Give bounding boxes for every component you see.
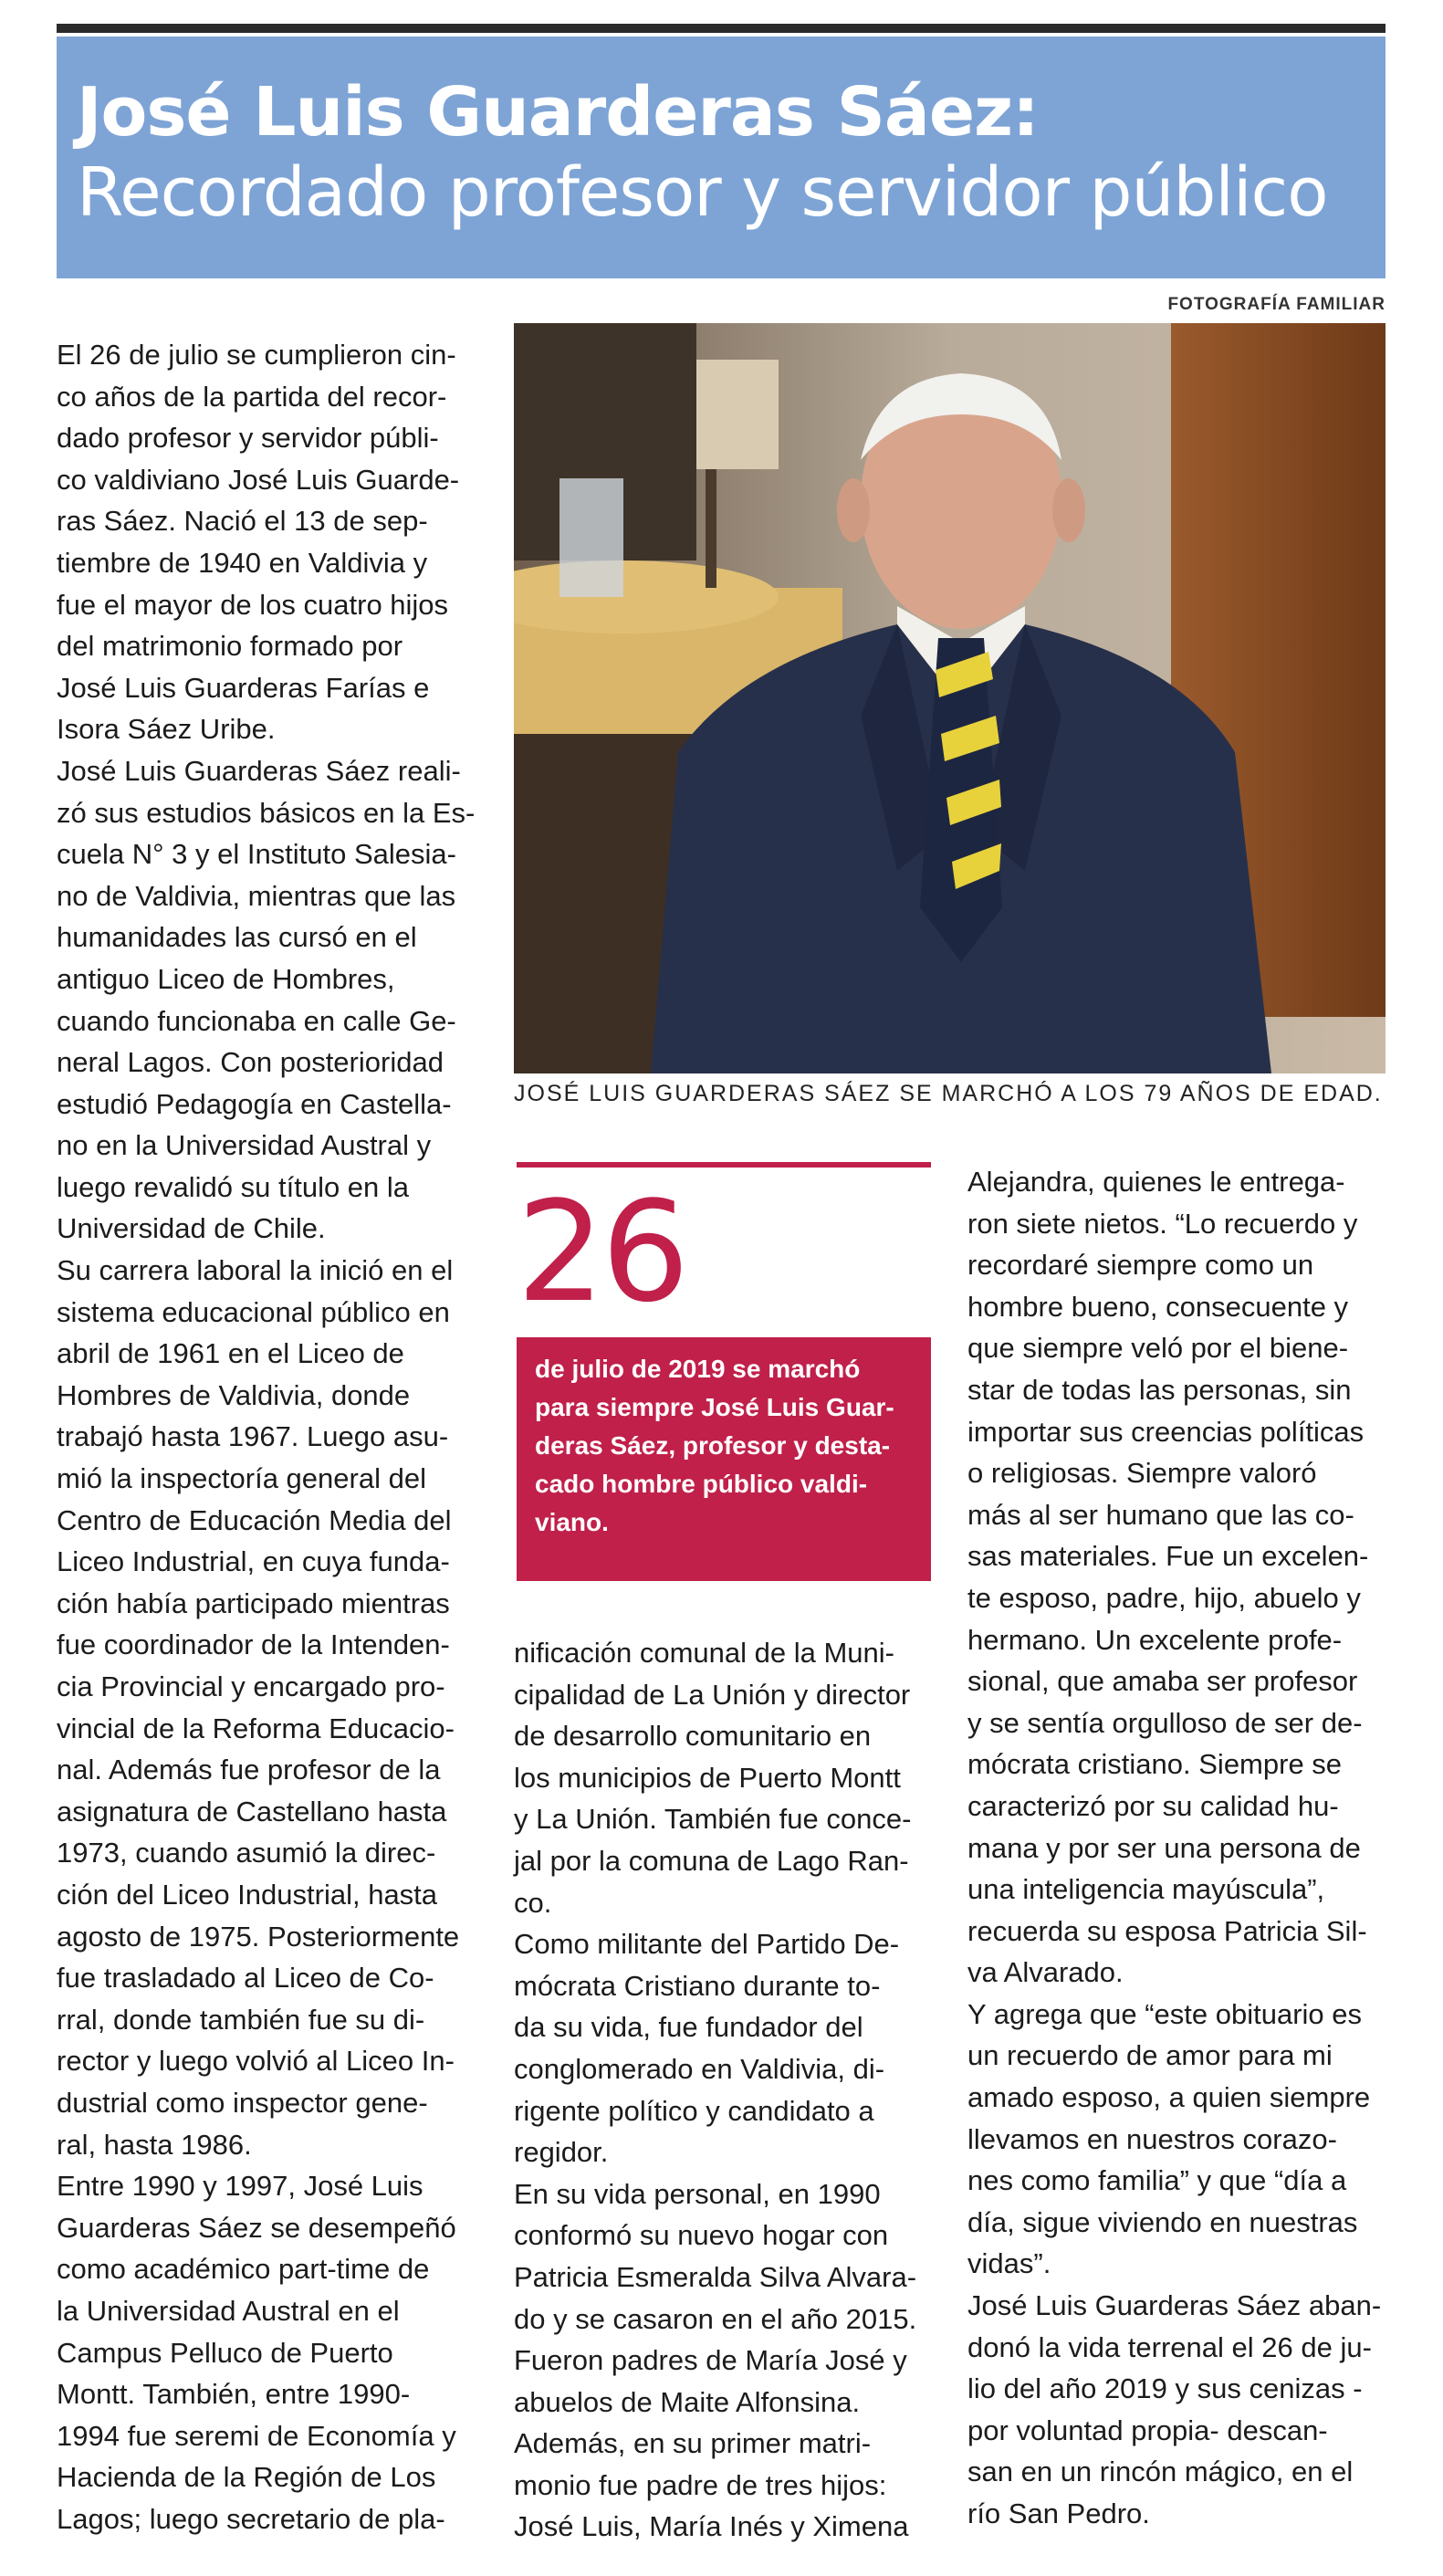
article-line: Y agrega que “este obituario es bbox=[967, 1997, 1363, 2030]
article-line: lio del año 2019 y sus cenizas - bbox=[967, 2372, 1363, 2405]
article-line: y La Unión. También fue conce- bbox=[514, 1803, 912, 1836]
article-line: star de todas las personas, sin bbox=[967, 1373, 1352, 1406]
article-line: recordaré siempre como un bbox=[967, 1249, 1314, 1282]
article-line: rral, donde también fue su di- bbox=[57, 2003, 425, 2036]
article-line: los municipios de Puerto Montt bbox=[514, 1761, 901, 1794]
article-line: san en un rincón mágico, en el bbox=[967, 2456, 1354, 2488]
article-line: regidor. bbox=[514, 2136, 609, 2169]
headline-subtitle: Recordado profesor y servidor público bbox=[77, 153, 1328, 232]
article-line: Alejandra, quienes le entrega- bbox=[967, 1166, 1345, 1198]
article-line: va Alvarado. bbox=[967, 1956, 1124, 1989]
article-line: co. bbox=[514, 1886, 552, 1919]
article-line: o religiosas. Siempre valoró bbox=[967, 1457, 1317, 1490]
portrait-photo bbox=[514, 323, 1385, 1073]
article-line: caracterizó por su calidad hu- bbox=[967, 1789, 1339, 1822]
article-line: Fueron padres de María José y bbox=[514, 2344, 907, 2377]
article-line: Hombres de Valdivia, donde bbox=[57, 1378, 411, 1411]
article-line: José Luis Guarderas Sáez reali- bbox=[57, 754, 461, 787]
article-line: una inteligencia mayúscula”, bbox=[967, 1873, 1325, 1906]
article-line: da su vida, fue fundador del bbox=[514, 2011, 863, 2044]
article-line: co valdiviano José Luis Guarde- bbox=[57, 463, 460, 496]
article-line: como académico part-time de bbox=[57, 2253, 430, 2286]
article-column-3 bbox=[967, 1161, 1387, 2535]
article-line: cia Provincial y encargado pro- bbox=[57, 1670, 445, 1702]
article-line: Como militante del Partido De- bbox=[514, 1928, 900, 1961]
article-line: Lagos; luego secretario de pla- bbox=[57, 2502, 445, 2535]
article-line: nificación comunal de la Muni- bbox=[514, 1637, 894, 1669]
article-line: Campus Pelluco de Puerto bbox=[57, 2336, 393, 2369]
article-line: rigente político y candidato a bbox=[514, 2094, 874, 2127]
article-line: vincial de la Reforma Educacio- bbox=[57, 1712, 455, 1744]
article-line: ción había participado mientras bbox=[57, 1586, 450, 1619]
article-line: Su carrera laboral la inició en el bbox=[57, 1254, 454, 1287]
article-line: zó sus estudios básicos en la Es- bbox=[57, 796, 476, 829]
callout-rule bbox=[517, 1162, 931, 1168]
article-line: humanidades las cursó en el bbox=[57, 921, 417, 954]
article-line: conglomerado en Valdivia, di- bbox=[514, 2052, 885, 2085]
article-line: monio fue padre de tres hijos: bbox=[514, 2468, 887, 2501]
article-line: cuando funcionaba en calle Ge- bbox=[57, 1004, 456, 1037]
article-line: Liceo Industrial, en cuya funda- bbox=[57, 1545, 450, 1578]
article-line: hombre bueno, consecuente y bbox=[967, 1290, 1349, 1323]
article-line: estudió Pedagogía en Castella- bbox=[57, 1087, 452, 1120]
article-line: rector y luego volvió al Liceo In- bbox=[57, 2045, 455, 2078]
article-line: sistema educacional público en bbox=[57, 1295, 450, 1328]
article-line: jal por la comuna de Lago Ran- bbox=[514, 1844, 909, 1877]
article-line: Universidad de Chile. bbox=[57, 1212, 326, 1245]
top-rule bbox=[57, 24, 1385, 33]
photo-credit: FOTOGRAFÍA FAMILIAR bbox=[1167, 295, 1385, 314]
article-line: José Luis, María Inés y Ximena bbox=[514, 2510, 909, 2543]
article-line: agosto de 1975. Posteriormente bbox=[57, 1920, 460, 1953]
article-line: un recuerdo de amor para mi bbox=[967, 2039, 1333, 2072]
article-line: fue trasladado al Liceo de Co- bbox=[57, 1962, 434, 1995]
article-line: mócrata cristiano. Siempre se bbox=[967, 1748, 1343, 1781]
article-line: importar sus creencias políticas bbox=[967, 1415, 1365, 1448]
article-line: nal. Además fue profesor de la bbox=[57, 1754, 441, 1786]
article-line: tiembre de 1940 en Valdivia y bbox=[57, 546, 428, 579]
article-line: ras Sáez. Nació el 13 de sep- bbox=[57, 505, 428, 538]
article-line: Patricia Esmeralda Silva Alvara- bbox=[514, 2260, 917, 2293]
article-line: Hacienda de la Región de Los bbox=[57, 2461, 436, 2494]
article-line: do y se casaron en el año 2015. bbox=[514, 2302, 917, 2335]
article-line: Además, en su primer matri- bbox=[514, 2427, 872, 2460]
callout-box bbox=[517, 1337, 931, 1581]
article-line: trabajó hasta 1967. Luego asu- bbox=[57, 1420, 449, 1453]
article-line: llevamos en nuestros corazo- bbox=[967, 2122, 1337, 2155]
article-line: donó la vida terrenal el 26 de ju- bbox=[967, 2330, 1372, 2363]
article-line: amado esposo, a quien siempre bbox=[967, 2081, 1371, 2114]
article-line: José Luis Guarderas Sáez aban- bbox=[967, 2289, 1382, 2322]
callout-number: 26 bbox=[517, 1171, 686, 1333]
article-line: cipalidad de La Unión y director bbox=[514, 1678, 911, 1711]
article-line: cuela N° 3 y el Instituto Salesia- bbox=[57, 838, 456, 871]
article-line: y se sentía orgulloso de ser de- bbox=[967, 1706, 1363, 1739]
article-line: mió la inspectoría general del bbox=[57, 1462, 426, 1495]
article-line: Centro de Educación Media del bbox=[57, 1503, 452, 1536]
article-line: Isora Sáez Uribe. bbox=[57, 713, 276, 746]
article-line: vidas”. bbox=[967, 2247, 1051, 2280]
article-line: mócrata Cristiano durante to- bbox=[514, 1969, 881, 2002]
article-line: recuerda su esposa Patricia Sil- bbox=[967, 1914, 1367, 1947]
article-line: El 26 de julio se cumplieron cin- bbox=[57, 339, 456, 371]
article-line: En su vida personal, en 1990 bbox=[514, 2177, 881, 2210]
article-line: ción del Liceo Industrial, hasta bbox=[57, 1878, 438, 1911]
article-line: 1973, cuando asumió la direc- bbox=[57, 1837, 436, 1869]
article-line: conformó su nuevo hogar con bbox=[514, 2219, 889, 2252]
article-line: del matrimonio formado por bbox=[57, 630, 403, 663]
article-line: 1994 fue seremi de Economía y bbox=[57, 2419, 456, 2452]
portrait-illustration bbox=[514, 323, 1385, 1073]
photo-caption: JOSÉ LUIS GUARDERAS SÁEZ SE MARCHÓ A LOS 79 AÑOS DE EDAD. bbox=[514, 1081, 1383, 1106]
article-line: te esposo, padre, hijo, abuelo y bbox=[967, 1581, 1361, 1614]
headline-banner bbox=[57, 37, 1385, 278]
headline-title: José Luis Guarderas Sáez: bbox=[77, 73, 1039, 152]
article-line: por voluntad propia- descan- bbox=[967, 2414, 1328, 2446]
article-line: fue coordinador de la Intenden- bbox=[57, 1628, 450, 1661]
article-line: sas materiales. Fue un excelen- bbox=[967, 1540, 1369, 1573]
article-line: ral, hasta 1986. bbox=[57, 2128, 252, 2161]
article-line: de desarrollo comunitario en bbox=[514, 1720, 872, 1753]
article-line: asignatura de Castellano hasta bbox=[57, 1795, 447, 1827]
article-line: hermano. Un excelente profe- bbox=[967, 1623, 1343, 1656]
article-line: luego revalidó su título en la bbox=[57, 1170, 410, 1203]
article-line: co años de la partida del recor- bbox=[57, 380, 447, 413]
article-line: Guarderas Sáez se desempeñó bbox=[57, 2211, 456, 2244]
article-line: abuelos de Maite Alfonsina. bbox=[514, 2385, 861, 2418]
article-line: ron siete nietos. “Lo recuerdo y bbox=[967, 1207, 1358, 1240]
article-line: que siempre veló por el biene- bbox=[967, 1332, 1349, 1365]
article-line: día, sigue viviendo en nuestras bbox=[967, 2205, 1358, 2238]
article-line: fue el mayor de los cuatro hijos bbox=[57, 588, 449, 621]
article-line: dado profesor y servidor públi- bbox=[57, 422, 439, 455]
article-line: dustrial como inspector gene- bbox=[57, 2086, 428, 2119]
article-line: mana y por ser una persona de bbox=[967, 1831, 1361, 1864]
article-column-2 bbox=[514, 1632, 934, 2548]
article-line: neral Lagos. Con posterioridad bbox=[57, 1046, 444, 1079]
article-line: antiguo Liceo de Hombres, bbox=[57, 962, 395, 995]
callout-text: de julio de 2019 se marchó para siempre José Luis Guar- deras Sáez, profesor y desta- cado hombre público valdi- viano. bbox=[535, 1355, 894, 1536]
article-line: la Universidad Austral en el bbox=[57, 2294, 400, 2327]
article-line: no de Valdivia, mientras que las bbox=[57, 879, 456, 912]
article-line: José Luis Guarderas Farías e bbox=[57, 671, 430, 704]
article-line: no en la Universidad Austral y bbox=[57, 1129, 432, 1162]
article-line: sional, que amaba ser profesor bbox=[967, 1665, 1358, 1698]
article-line: Entre 1990 y 1997, José Luis bbox=[57, 2170, 423, 2203]
article-line: abril de 1961 en el Liceo de bbox=[57, 1337, 404, 1370]
article-line: río San Pedro. bbox=[967, 2497, 1150, 2529]
article-column-1 bbox=[57, 334, 476, 2539]
article-line: nes como familia” y que “día a bbox=[967, 2164, 1347, 2197]
article-line: más al ser humano que las co- bbox=[967, 1498, 1354, 1531]
article-line: Montt. También, entre 1990- bbox=[57, 2378, 411, 2411]
